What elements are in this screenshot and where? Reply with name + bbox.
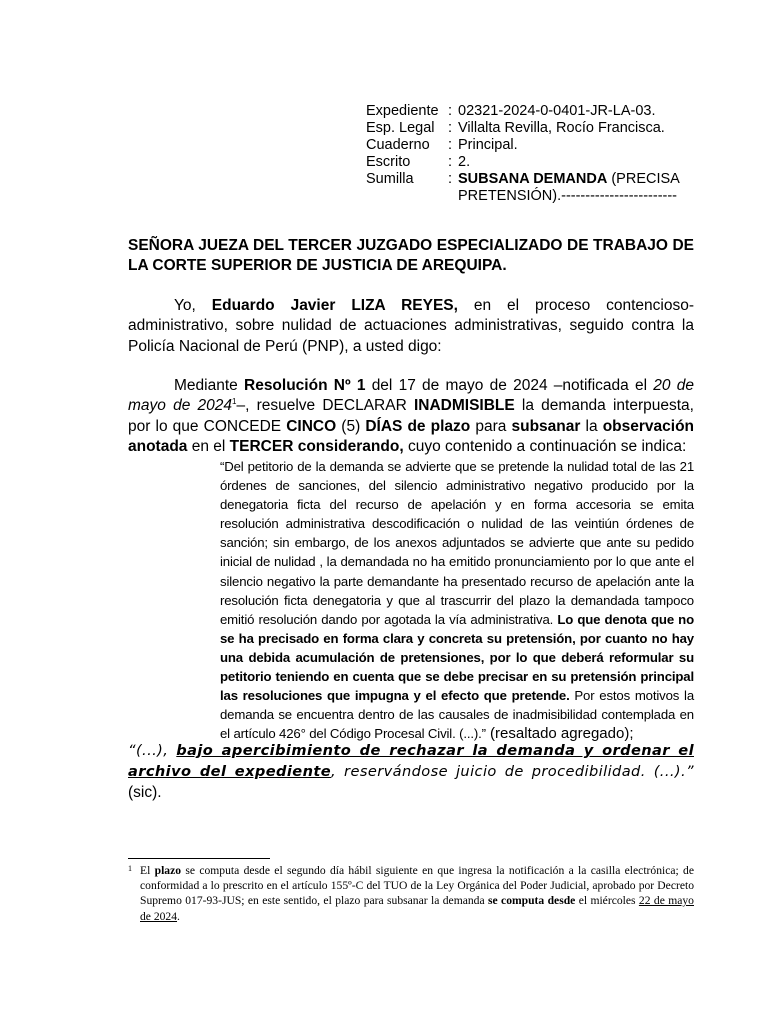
header-separator: : xyxy=(448,103,453,119)
sumilla-rest: (PRECISA PRETENSIÓN).------------------------ xyxy=(458,171,680,204)
header-row-esp-legal xyxy=(366,120,706,137)
text-run: el miércoles xyxy=(575,894,639,908)
citation-after: , reservándose juicio de procedibilidad. (...).” xyxy=(331,763,695,780)
header-label: Expediente xyxy=(366,103,439,119)
quote-text: Por estos motivos la demanda se encuentra dentro de las causales de inadmisibilidad contemplada en el artículo 426° del Código Procesal Civil. (...).” xyxy=(220,688,695,742)
bold-run: TERCER considerando, xyxy=(229,438,404,456)
resolution-paragraph xyxy=(128,376,694,458)
footnote-divider xyxy=(128,858,270,859)
footnote xyxy=(128,863,694,924)
case-header xyxy=(366,103,706,205)
citation-sic: (sic). xyxy=(128,784,162,801)
text-run: para xyxy=(470,417,512,435)
header-value: 02321-2024-0-0401-JR-LA-03. xyxy=(458,103,656,119)
header-row-escrito xyxy=(366,154,706,171)
quote-tail: (resaltado agregado); xyxy=(485,725,634,743)
header-value xyxy=(458,171,706,205)
quote-text: “Del petitorio de la demanda se advierte que se pretende la nulidad total de las 21 órdenes de sanciones, del silencio administrativo negativo producido por la denegatoria ficta del recurso de apelación y en forma accesoria se emita resolución administrativa descodificación o nulidad de las veintiún órdenes de sanción; sin embargo, de los anexos adjuntados se advierte que ante su pedido inicial de nulidad , la demandada no ha emitido pronunciamiento por lo que ante el silencio negativo la parte demandante ha presentado recurso de apelación ante la resolución ficta denegatoria y que al trascurrir del plazo la demandada tampoco emitió resolución dando por agotada la vía administrativa. xyxy=(220,459,694,627)
bold-run: DÍAS de plazo xyxy=(365,417,471,435)
text-run: del 17 de mayo de 2024 –notificada el xyxy=(365,377,654,394)
header-separator: : xyxy=(448,154,453,170)
text-run: –, resuelve DECLARAR xyxy=(236,397,414,415)
header-separator: : xyxy=(448,120,453,136)
citation-open: “(...), xyxy=(128,742,177,759)
underlined-date: 22 de mayo de 2024 xyxy=(140,894,694,923)
bold-run: se computa desde xyxy=(488,894,576,908)
header-label: Sumilla xyxy=(366,171,414,187)
court-address: SEÑORA JUEZA DEL TERCER JUZGADO ESPECIALIZADO DE TRABAJO DE LA CORTE SUPERIOR DE JUSTICIA DE AREQUIPA. xyxy=(128,237,694,274)
footnote-reference[interactable]: 1 xyxy=(232,397,237,407)
text-run: Yo, xyxy=(174,297,212,314)
plaintiff-name: Eduardo Javier LIZA REYES, xyxy=(211,297,458,314)
text-run: en el proceso contencioso-administrativo, sobre nulidad de actuaciones administrativas, seguido contra la Policía Nacional de Perú (PNP), a usted digo: xyxy=(128,297,695,355)
quoted-resolution xyxy=(220,457,694,743)
text-run: cuyo contenido a continuación se indica: xyxy=(403,438,687,456)
text-run: Mediante xyxy=(174,377,244,394)
header-label: Esp. Legal xyxy=(366,120,435,136)
text-run: . xyxy=(177,909,180,923)
italic-run: 20 de mayo de 2024 xyxy=(128,377,694,415)
text-run: en el xyxy=(187,438,230,456)
bold-run: INADMISIBLE xyxy=(413,397,515,415)
text-run: la demanda interpuesta, por lo que CONCEDE xyxy=(128,397,694,435)
header-row-sumilla xyxy=(366,171,706,205)
header-separator: : xyxy=(448,171,453,187)
text-run: la xyxy=(580,417,603,435)
header-value: 2. xyxy=(458,154,471,170)
header-row-cuaderno xyxy=(366,137,706,154)
sumilla-bold: SUBSANA DEMANDA xyxy=(458,171,608,187)
text-run: se computa desde el segundo día hábil siguiente en que ingresa la notificación a la casilla electrónica; de conformidad a lo prescrito en el artículo 155º-C del TUO de la Ley Orgánica del Poder Judicial, aprobado por Decreto Supremo 017-93-JUS; en este sentido, el plazo para subsanar la demanda xyxy=(140,864,694,908)
header-label: Cuaderno xyxy=(366,137,430,153)
header-value: Villalta Revilla, Rocío Francisca. xyxy=(458,120,665,136)
text-run: El xyxy=(140,864,155,877)
intro-paragraph xyxy=(128,296,694,357)
header-row-expediente xyxy=(366,103,706,120)
footnote-marker: 1 xyxy=(128,864,132,873)
bold-run: plazo xyxy=(154,864,182,877)
bold-run: subsanar xyxy=(511,417,581,435)
header-label: Escrito xyxy=(366,154,411,170)
citation-underlined: bajo apercibimiento de rechazar la demanda y ordenar el archivo del expediente xyxy=(128,742,694,780)
header-separator: : xyxy=(448,137,453,153)
text-run: (5) xyxy=(336,417,366,435)
bold-run: CINCO xyxy=(286,417,337,435)
bold-run: Resolución Nº 1 xyxy=(244,377,366,394)
header-value: Principal. xyxy=(458,137,518,153)
quote-bold-text: Lo que denota que no se ha precisado en forma clara y concreta su pretensión, por cuanto no hay una debida acumulación de pretensiones, por lo que deberá reformular su petitorio teniendo en cuenta que se debe precisar en su pretensión principal las resoluciones que impugna y el efecto que pretende. xyxy=(220,611,694,704)
bold-run: observación anotada xyxy=(128,417,694,456)
warning-citation xyxy=(128,740,694,803)
footnote-body xyxy=(128,863,694,924)
